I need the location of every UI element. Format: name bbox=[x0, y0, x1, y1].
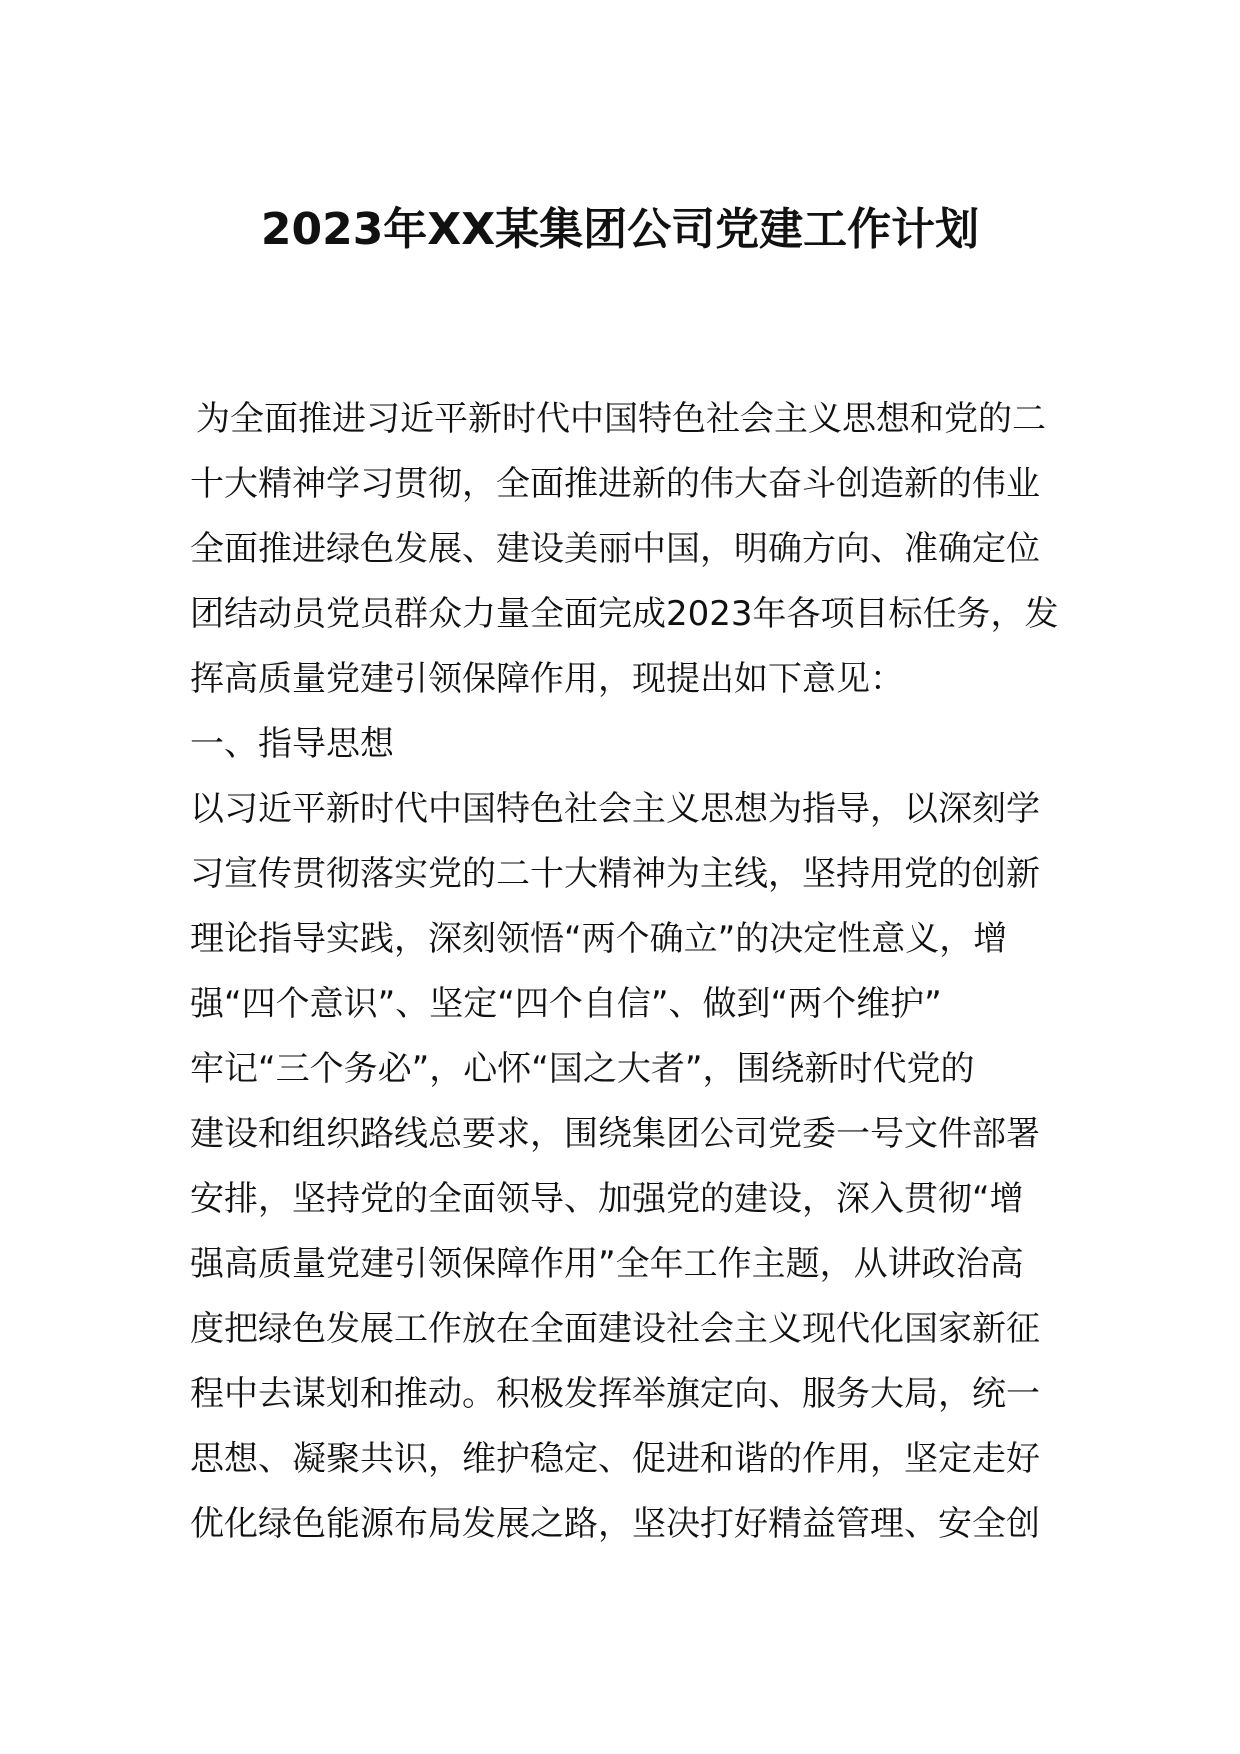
section-body-line: 强“四个意识”、坚定“四个自信”、做到“两个维护” bbox=[190, 984, 942, 1024]
section-body-line: 理论指导实践，深刻领悟“两个确立”的决定性意义，增 bbox=[190, 919, 1008, 959]
intro-line: 团结动员党员群众力量全面完成2023年各项目标任务，发 bbox=[190, 594, 1059, 634]
intro-line: 为全面推进习近平新时代中国特色社会主义思想和党的二 bbox=[196, 399, 1046, 439]
section-body-line: 建设和组织路线总要求，围绕集团公司党委一号文件部署 bbox=[190, 1114, 1040, 1154]
section-body-line: 安排，坚持党的全面领导、加强党的建设，深入贯彻“增 bbox=[190, 1179, 1024, 1219]
intro-line: 十大精神学习贯彻，全面推进新的伟大奋斗创造新的伟业 bbox=[190, 464, 1040, 504]
section-heading: 一、指导思想 bbox=[190, 724, 394, 764]
section-body-line: 优化绿色能源布局发展之路，坚决打好精益管理、安全创 bbox=[190, 1504, 1040, 1544]
section-body-line: 牢记“三个务必”，心怀“国之大者”，围绕新时代党的 bbox=[190, 1049, 975, 1089]
section-body-line: 思想、凝聚共识，维护稳定、促进和谐的作用，坚定走好 bbox=[190, 1439, 1040, 1479]
intro-line: 全面推进绿色发展、建设美丽中国，明确方向、准确定位 bbox=[190, 529, 1040, 569]
intro-line: 挥高质量党建引领保障作用，现提出如下意见： bbox=[190, 659, 904, 699]
document-body bbox=[190, 387, 1070, 1557]
document-title: 2023年XX某集团公司党建工作计划 bbox=[260, 204, 980, 255]
section-body-line: 习宣传贯彻落实党的二十大精神为主线，坚持用党的创新 bbox=[190, 854, 1040, 894]
section-body-line: 强高质量党建引领保障作用”全年工作主题，从讲政治高 bbox=[190, 1244, 1024, 1284]
section-body-line: 程中去谋划和推动。积极发挥举旗定向、服务大局，统一 bbox=[190, 1374, 1040, 1414]
section-body-line: 度把绿色发展工作放在全面建设社会主义现代化国家新征 bbox=[190, 1309, 1040, 1349]
section-body-line: 以习近平新时代中国特色社会主义思想为指导，以深刻学 bbox=[190, 789, 1040, 829]
